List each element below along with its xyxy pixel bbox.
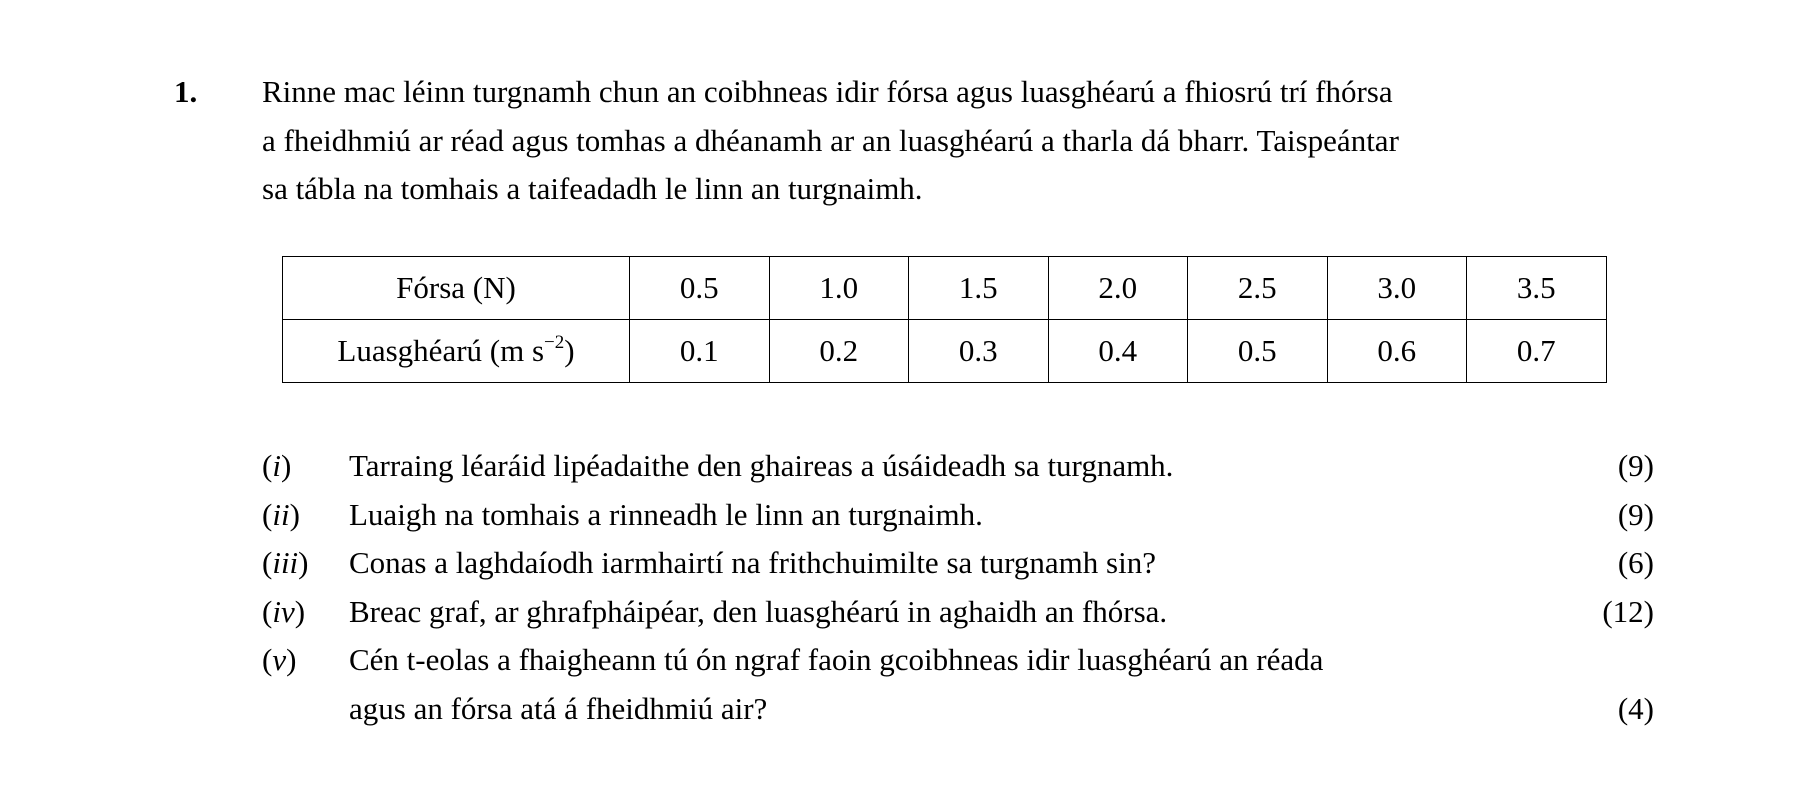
- table-cell: 3.0: [1327, 257, 1467, 320]
- row-label-force: Fórsa (N): [283, 257, 630, 320]
- question-parts: [262, 442, 1654, 733]
- intro-line: Rinne mac léinn turgnamh chun an coibhneas idir fórsa agus luasghéarú a fhiosrú trí fhórsa: [262, 74, 1393, 109]
- table-cell: 2.0: [1048, 257, 1188, 320]
- part-text: Breac graf, ar ghrafpháipéar, den luasghéarú in aghaidh an fhórsa.: [349, 593, 1168, 629]
- part-number: (iv): [262, 593, 306, 629]
- part-number: (i): [262, 448, 292, 483]
- part-number: (iii): [262, 545, 309, 580]
- unit-exponent: −2: [544, 332, 565, 353]
- table-row-force: [283, 257, 1607, 320]
- table-cell: 0.2: [769, 320, 909, 383]
- question-number: 1.: [174, 74, 198, 109]
- table-cell: 0.7: [1467, 320, 1607, 383]
- table-cell: 1.0: [769, 257, 909, 320]
- part-number: (v): [262, 642, 297, 677]
- table-cell: 2.5: [1188, 257, 1328, 320]
- part-text: Tarraing léaráid lipéadaithe den ghaireas a úsáideadh sa turgnamh.: [349, 448, 1174, 483]
- row-label-acceleration: Luasghéarú (m $s^{-2}$): [283, 320, 630, 383]
- table-cell: 1.5: [909, 257, 1049, 320]
- table-cell: 0.3: [909, 320, 1049, 383]
- marks: (9): [1617, 448, 1654, 483]
- table-cell: 0.4: [1048, 320, 1188, 383]
- part-text: Luaigh na tomhais a rinneadh le linn an turgnaimh.: [349, 496, 983, 532]
- marks: (12): [1602, 593, 1654, 629]
- table-cell: 3.5: [1467, 257, 1607, 320]
- part-number: (ii): [262, 496, 300, 532]
- part-v: [262, 636, 1654, 733]
- part-iv: [262, 588, 1654, 637]
- intro-line: a fheidhmiú ar réad agus tomhas a dhéanamh ar an luasghéarú a tharla dá bharr. Taispeántar: [262, 122, 1399, 158]
- measurements-table: [282, 256, 1607, 383]
- part-i: [262, 442, 1654, 491]
- intro-line: sa tábla na tomhais a taifeadadh le linn an turgnaimh.: [262, 171, 923, 206]
- marks: (4): [1617, 690, 1654, 726]
- table-row-acceleration: [283, 320, 1607, 383]
- table-cell: 0.1: [630, 320, 770, 383]
- table-cell: 0.6: [1327, 320, 1467, 383]
- table-cell: 0.5: [630, 257, 770, 320]
- table-cell: 0.5: [1188, 320, 1328, 383]
- part-iii: [262, 539, 1654, 588]
- question-intro: [262, 68, 1642, 214]
- part-text: Conas a laghdaíodh iarmhairtí na frithchuimilte sa turgnamh sin?: [349, 545, 1156, 580]
- part-text: Cén t-eolas a fhaigheann tú ón ngraf faoin gcoibhneas idir luasghéarú an réada agus an fórsa atá á fheidhmiú air?: [349, 642, 1324, 726]
- marks: (9): [1617, 496, 1654, 532]
- marks: (6): [1617, 545, 1654, 580]
- part-ii: [262, 491, 1654, 540]
